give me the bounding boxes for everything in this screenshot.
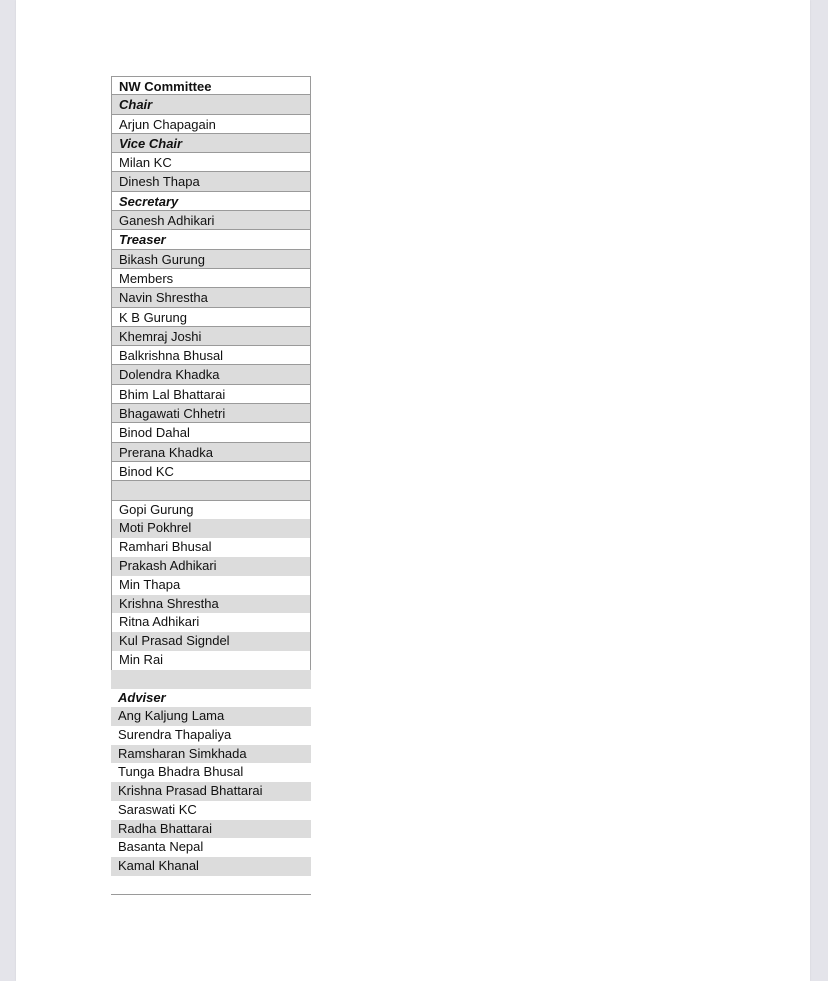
table-row: Balkrishna Bhusal xyxy=(111,346,311,365)
table-row: Min Rai xyxy=(111,651,311,670)
table-row: Binod Dahal xyxy=(111,423,311,442)
adviser-row: Saraswati KC xyxy=(118,801,197,817)
adviser-section xyxy=(111,689,311,876)
adviser-row: Ramsharan Simkhada xyxy=(111,745,311,764)
shaded-gap-row xyxy=(111,670,311,689)
adviser-row: Ang Kaljung Lama xyxy=(111,707,311,726)
table-row: Arjun Chapagain xyxy=(111,115,311,134)
adviser-heading: Adviser xyxy=(118,689,166,705)
table-row: Gopi Gurung xyxy=(111,501,311,520)
adviser-row: Tunga Bhadra Bhusal xyxy=(118,764,244,780)
table-row: Ramhari Bhusal xyxy=(111,538,311,557)
table-row: Prakash Adhikari xyxy=(111,557,311,576)
table-row xyxy=(111,481,311,500)
committee-officers-section xyxy=(111,76,311,501)
table-row: Moti Pokhrel xyxy=(111,519,311,538)
committee-members-section xyxy=(111,501,311,670)
table-row: Ganesh Adhikari xyxy=(111,211,311,230)
table-row: Kul Prasad Signdel xyxy=(111,632,311,651)
adviser-row: Radha Bhattarai xyxy=(111,820,311,839)
adviser-row: Krishna Prasad Bhattarai xyxy=(111,782,311,801)
bottom-rule xyxy=(111,894,311,895)
table-row: K B Gurung xyxy=(111,308,311,327)
role-heading: Chair xyxy=(111,95,311,114)
adviser-row: Surendra Thapaliya xyxy=(118,727,232,743)
document-page xyxy=(16,0,810,981)
role-heading: Secretary xyxy=(111,192,311,211)
table-row: Krishna Shrestha xyxy=(111,595,311,614)
table-row: Navin Shrestha xyxy=(111,288,311,307)
table-row: Members xyxy=(111,269,311,288)
table-row: Bhim Lal Bhattarai xyxy=(111,385,311,404)
table-title: NW Committee xyxy=(111,76,311,95)
adviser-row: Basanta Nepal xyxy=(118,839,204,855)
table-row: Prerana Khadka xyxy=(111,443,311,462)
adviser-row: Kamal Khanal xyxy=(111,857,311,876)
table-row: Bikash Gurung xyxy=(111,250,311,269)
table-row: Min Thapa xyxy=(111,576,311,595)
role-heading: Vice Chair xyxy=(111,134,311,153)
role-heading: Treaser xyxy=(111,230,311,249)
table-row: Bhagawati Chhetri xyxy=(111,404,311,423)
table-row: Ritna Adhikari xyxy=(111,613,311,632)
table-row: Khemraj Joshi xyxy=(111,327,311,346)
table-row: Dinesh Thapa xyxy=(111,172,311,191)
table-row: Milan KC xyxy=(111,153,311,172)
table-row: Binod KC xyxy=(111,462,311,481)
committee-table xyxy=(111,76,311,895)
table-row: Dolendra Khadka xyxy=(111,365,311,384)
